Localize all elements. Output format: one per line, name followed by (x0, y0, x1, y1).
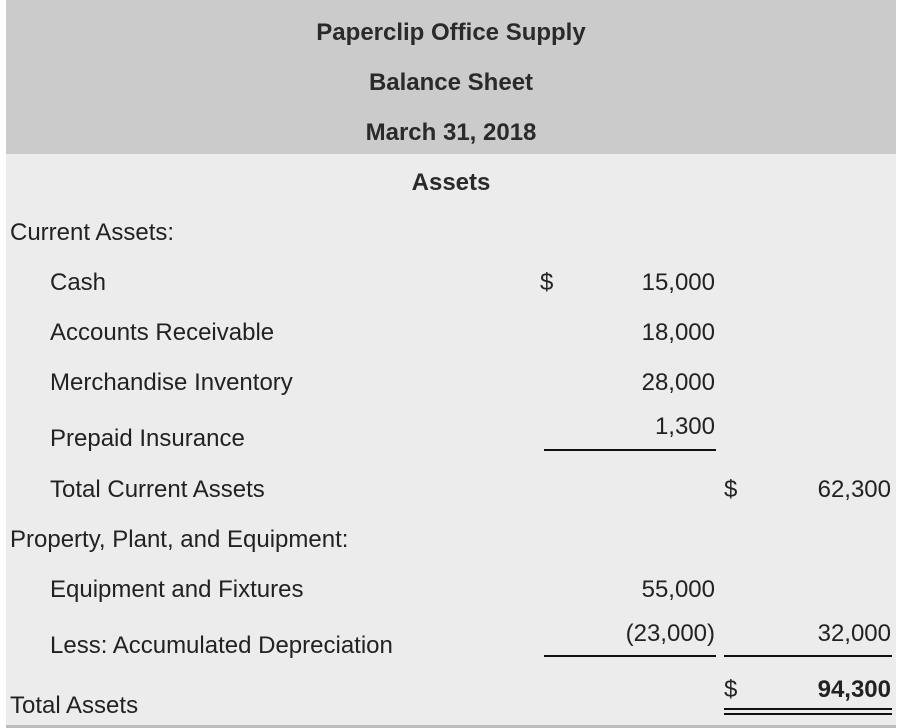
total-current-assets-label: Total Current Assets (50, 476, 265, 503)
prepaid-insurance-label: Prepaid Insurance (50, 425, 245, 452)
total-assets-currency: $ (724, 676, 738, 703)
ppe-heading: Property, Plant, and Equipment: (10, 526, 349, 553)
accumulated-depreciation-label: Less: Accumulated Depreciation (50, 632, 393, 659)
cash-label: Cash (50, 269, 107, 296)
total-double-underline-top (724, 708, 892, 710)
cash-currency: $ (540, 269, 554, 296)
current-assets-heading: Current Assets: (10, 219, 175, 246)
merchandise-inventory-amount: 28,000 (641, 369, 715, 396)
section-title-assets: Assets (411, 169, 491, 196)
sheet-header (6, 0, 896, 154)
total-double-underline-bottom (724, 713, 892, 715)
statement-title: Balance Sheet (368, 69, 534, 96)
balance-sheet (6, 0, 896, 725)
accumulated-depreciation-amount: (23,000) (625, 620, 715, 647)
equipment-fixtures-label: Equipment and Fixtures (50, 576, 304, 603)
total-assets-label: Total Assets (10, 692, 139, 719)
depreciation-underline (544, 655, 716, 657)
statement-date: March 31, 2018 (365, 119, 537, 146)
prepaid-insurance-amount: 1,300 (654, 413, 715, 440)
total-current-assets-amount: 62,300 (817, 476, 891, 503)
accounts-receivable-amount: 18,000 (641, 319, 715, 346)
net-ppe-amount: 32,000 (817, 620, 891, 647)
net-ppe-underline (724, 655, 892, 657)
total-current-assets-currency: $ (724, 476, 738, 503)
equipment-fixtures-amount: 55,000 (641, 576, 715, 603)
merchandise-inventory-label: Merchandise Inventory (50, 369, 293, 396)
subtotal-underline (544, 449, 716, 451)
cash-amount: 15,000 (641, 269, 715, 296)
accounts-receivable-label: Accounts Receivable (50, 319, 275, 346)
total-assets-amount: 94,300 (817, 676, 891, 703)
company-name: Paperclip Office Supply (316, 19, 586, 46)
